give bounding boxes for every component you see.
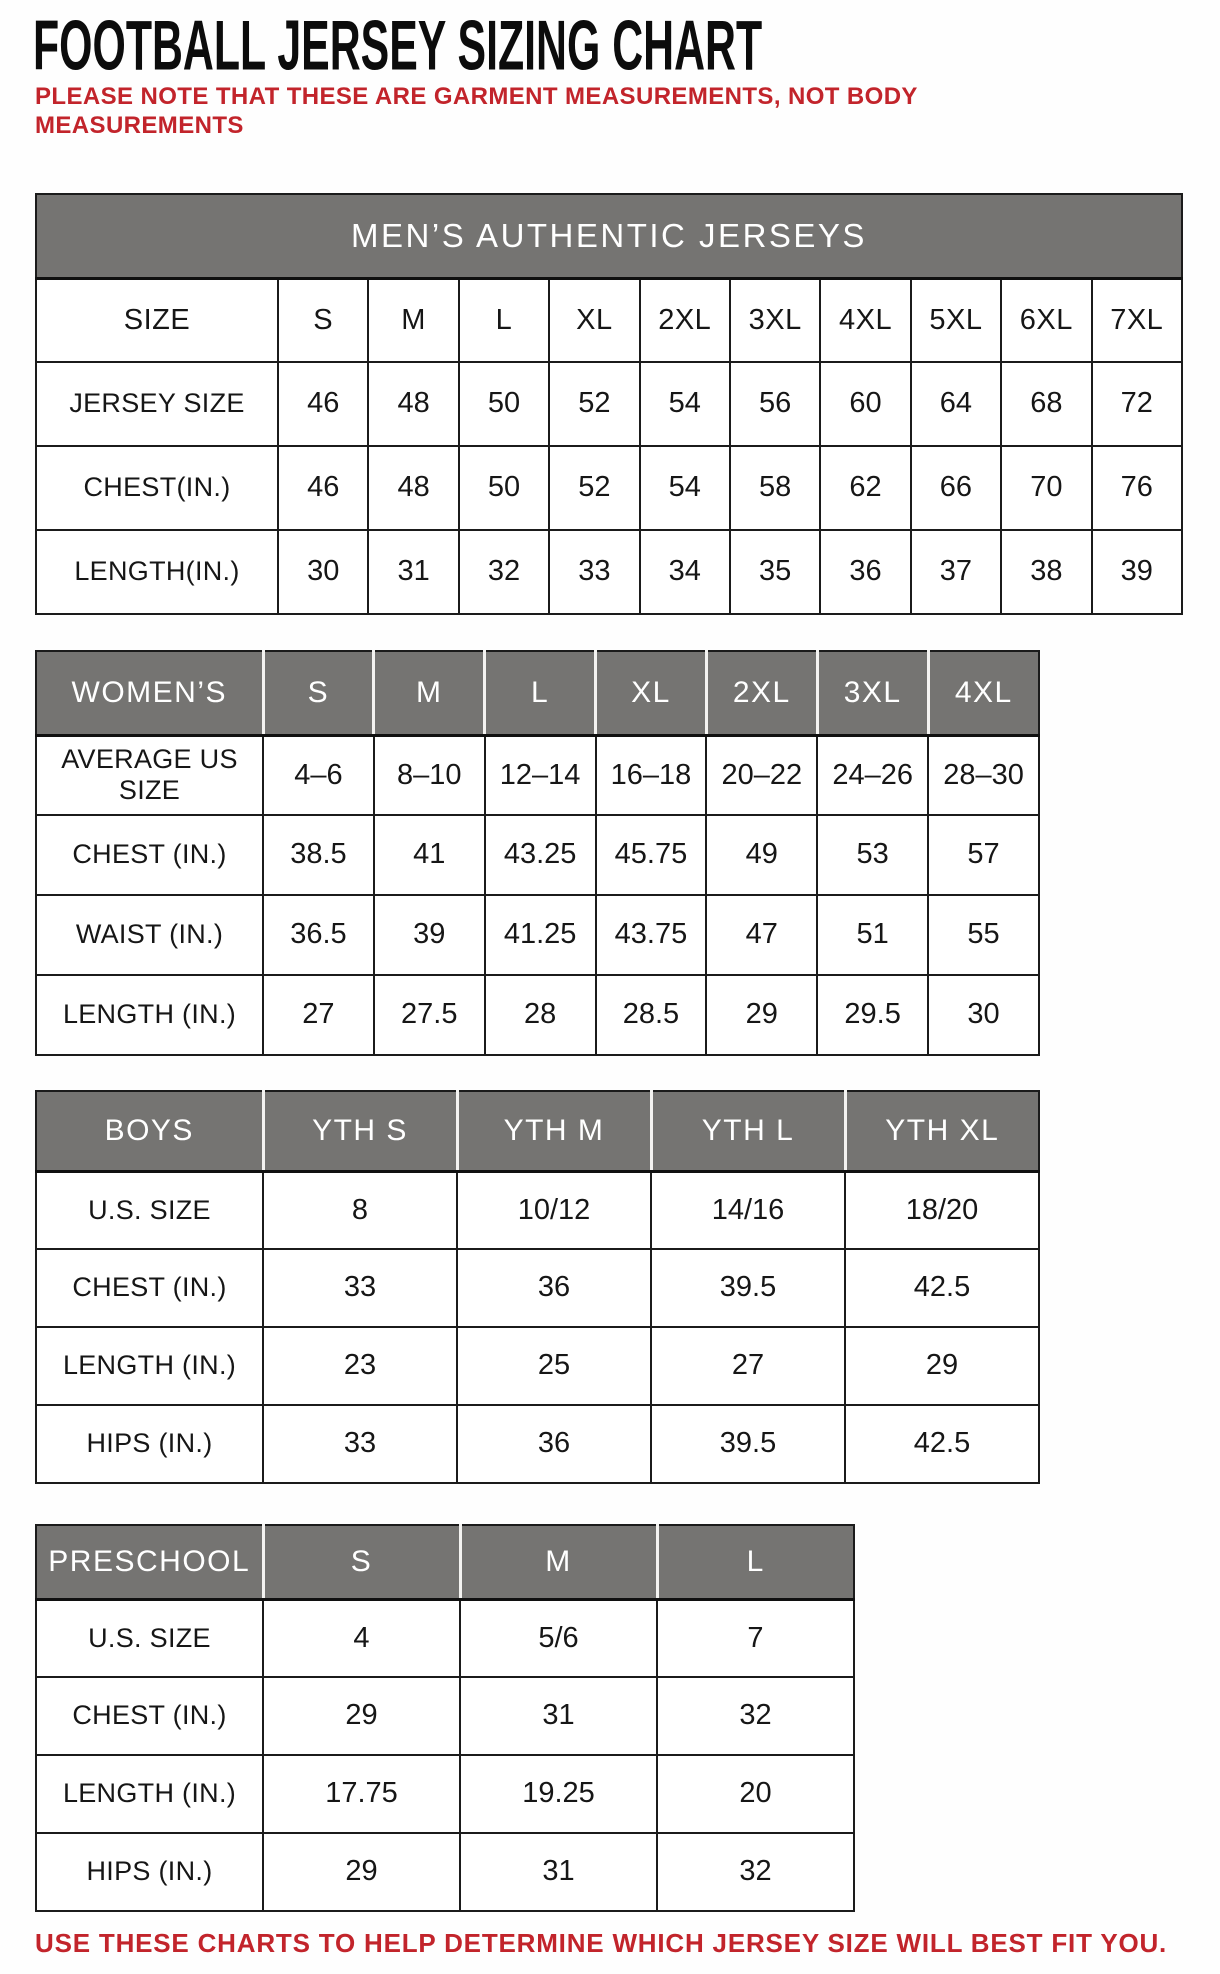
value-cell: 36 [457,1405,651,1483]
table-row [36,735,1039,815]
column-header: 4XL [820,278,910,362]
value-cell: 49 [706,815,817,895]
column-header: 2XL [706,651,817,735]
value-cell: 29 [706,975,817,1055]
table-header-row [36,651,1039,735]
value-cell: 56 [730,362,820,446]
column-header: S [278,278,368,362]
table-row [36,362,1182,446]
value-cell: 37 [911,530,1001,614]
table-row [36,1599,854,1677]
value-cell: 41.25 [485,895,596,975]
column-header: 5XL [911,278,1001,362]
table-header-row [36,1091,1039,1171]
value-cell: 42.5 [845,1405,1039,1483]
value-cell: 46 [278,446,368,530]
value-cell: 68 [1001,362,1091,446]
value-cell: 14/16 [651,1171,845,1249]
value-cell: 51 [817,895,928,975]
row-label: LENGTH (IN.) [36,975,263,1055]
value-cell: 30 [278,530,368,614]
column-header: 2XL [640,278,730,362]
value-cell: 20–22 [706,735,817,815]
value-cell: 12–14 [485,735,596,815]
table-row [36,1249,1039,1327]
page-title: FOOTBALL JERSEY SIZING CHART [33,5,763,85]
column-header: 4XL [928,651,1039,735]
value-cell: 8–10 [374,735,485,815]
value-cell: 76 [1092,446,1182,530]
row-label: CHEST(IN.) [36,446,278,530]
column-header: L [459,278,549,362]
womens-sizing-table-container [35,650,1040,1056]
value-cell: 29.5 [817,975,928,1055]
column-header: M [374,651,485,735]
value-cell: 72 [1092,362,1182,446]
column-header: 3XL [730,278,820,362]
value-cell: 4–6 [263,735,374,815]
value-cell: 19.25 [460,1755,657,1833]
value-cell: 53 [817,815,928,895]
value-cell: 42.5 [845,1249,1039,1327]
value-cell: 54 [640,446,730,530]
row-label: WAIST (IN.) [36,895,263,975]
column-header: YTH XL [845,1091,1039,1171]
footer-note: USE THESE CHARTS TO HELP DETERMINE WHICH JERSEY SIZE WILL BEST FIT YOU. [35,1928,1168,1958]
value-cell: 64 [911,362,1001,446]
value-cell: 48 [368,446,458,530]
value-cell: 27 [651,1327,845,1405]
table-row [36,1755,854,1833]
sizing-table-mens [35,193,1183,615]
row-label: CHEST (IN.) [36,1677,263,1755]
value-cell: 52 [549,446,639,530]
column-header: YTH L [651,1091,845,1171]
value-cell: 70 [1001,446,1091,530]
value-cell: 50 [459,362,549,446]
table-title-cell: WOMEN’S [36,651,263,735]
sizing-table-boys [35,1090,1040,1484]
note-line-2: MEASUREMENTS [35,112,244,139]
value-cell: 27 [263,975,374,1055]
value-cell: 29 [845,1327,1039,1405]
value-cell: 32 [657,1677,854,1755]
value-cell: 17.75 [263,1755,460,1833]
value-cell: 33 [263,1405,457,1483]
table-title-cell: BOYS [36,1091,263,1171]
table-row [36,1677,854,1755]
table-header-row [36,1525,854,1599]
value-cell: 54 [640,362,730,446]
value-cell: 62 [820,446,910,530]
column-header: 3XL [817,651,928,735]
value-cell: 39.5 [651,1249,845,1327]
value-cell: 50 [459,446,549,530]
table-band-title: MEN’S AUTHENTIC JERSEYS [36,194,1182,278]
value-cell: 31 [460,1677,657,1755]
value-cell: 25 [457,1327,651,1405]
value-cell: 39 [1092,530,1182,614]
column-header: S [263,651,374,735]
value-cell: 18/20 [845,1171,1039,1249]
table-row [36,815,1039,895]
note-line-1: PLEASE NOTE THAT THESE ARE GARMENT MEASUREMENTS, NOT BODY [35,83,918,110]
sizing-table-preschool [35,1524,855,1912]
row-label: LENGTH (IN.) [36,1327,263,1405]
value-cell: 29 [263,1833,460,1911]
column-header: M [368,278,458,362]
value-cell: 52 [549,362,639,446]
value-cell: 27.5 [374,975,485,1055]
value-cell: 31 [368,530,458,614]
value-cell: 38 [1001,530,1091,614]
row-label: U.S. SIZE [36,1171,263,1249]
value-cell: 38.5 [263,815,374,895]
value-cell: 4 [263,1599,460,1677]
value-cell: 43.75 [596,895,707,975]
value-cell: 23 [263,1327,457,1405]
value-cell: 5/6 [460,1599,657,1677]
row-label: JERSEY SIZE [36,362,278,446]
row-label: U.S. SIZE [36,1599,263,1677]
value-cell: 32 [459,530,549,614]
column-header: XL [549,278,639,362]
value-cell: 24–26 [817,735,928,815]
value-cell: 47 [706,895,817,975]
table-row [36,530,1182,614]
table-band-row [36,194,1182,278]
column-header: YTH M [457,1091,651,1171]
value-cell: 46 [278,362,368,446]
table-row [36,975,1039,1055]
value-cell: 36.5 [263,895,374,975]
value-cell: 20 [657,1755,854,1833]
value-cell: 8 [263,1171,457,1249]
row-label: CHEST (IN.) [36,1249,263,1327]
column-header: 6XL [1001,278,1091,362]
row-label: LENGTH(IN.) [36,530,278,614]
value-cell: 36 [457,1249,651,1327]
value-cell: 16–18 [596,735,707,815]
value-cell: 7 [657,1599,854,1677]
value-cell: 29 [263,1677,460,1755]
value-cell: 34 [640,530,730,614]
sizing-table-womens [35,650,1040,1056]
value-cell: 43.25 [485,815,596,895]
row-label: HIPS (IN.) [36,1833,263,1911]
table-title-cell: SIZE [36,278,278,362]
column-header: S [263,1525,460,1599]
value-cell: 36 [820,530,910,614]
value-cell: 55 [928,895,1039,975]
preschool-sizing-table-container [35,1524,855,1912]
value-cell: 30 [928,975,1039,1055]
table-title-cell: PRESCHOOL [36,1525,263,1599]
table-row [36,446,1182,530]
value-cell: 57 [928,815,1039,895]
value-cell: 10/12 [457,1171,651,1249]
value-cell: 66 [911,446,1001,530]
column-header: 7XL [1092,278,1182,362]
column-header: M [460,1525,657,1599]
value-cell: 45.75 [596,815,707,895]
value-cell: 39.5 [651,1405,845,1483]
row-label: CHEST (IN.) [36,815,263,895]
column-header: L [657,1525,854,1599]
value-cell: 28.5 [596,975,707,1055]
table-row [36,1833,854,1911]
garment-measurement-note [35,82,918,140]
value-cell: 28 [485,975,596,1055]
value-cell: 41 [374,815,485,895]
table-row [36,1327,1039,1405]
value-cell: 60 [820,362,910,446]
row-label: AVERAGE US SIZE [36,735,263,815]
boys-sizing-table-container [35,1090,1040,1484]
value-cell: 39 [374,895,485,975]
column-header: L [485,651,596,735]
value-cell: 31 [460,1833,657,1911]
column-header: XL [596,651,707,735]
value-cell: 58 [730,446,820,530]
table-row [36,895,1039,975]
table-row [36,1405,1039,1483]
value-cell: 33 [263,1249,457,1327]
column-header: YTH S [263,1091,457,1171]
row-label: LENGTH (IN.) [36,1755,263,1833]
table-header-row [36,278,1182,362]
value-cell: 33 [549,530,639,614]
row-label: HIPS (IN.) [36,1405,263,1483]
table-row [36,1171,1039,1249]
value-cell: 28–30 [928,735,1039,815]
value-cell: 35 [730,530,820,614]
value-cell: 32 [657,1833,854,1911]
value-cell: 48 [368,362,458,446]
mens-authentic-jerseys-table-container [35,193,1183,615]
